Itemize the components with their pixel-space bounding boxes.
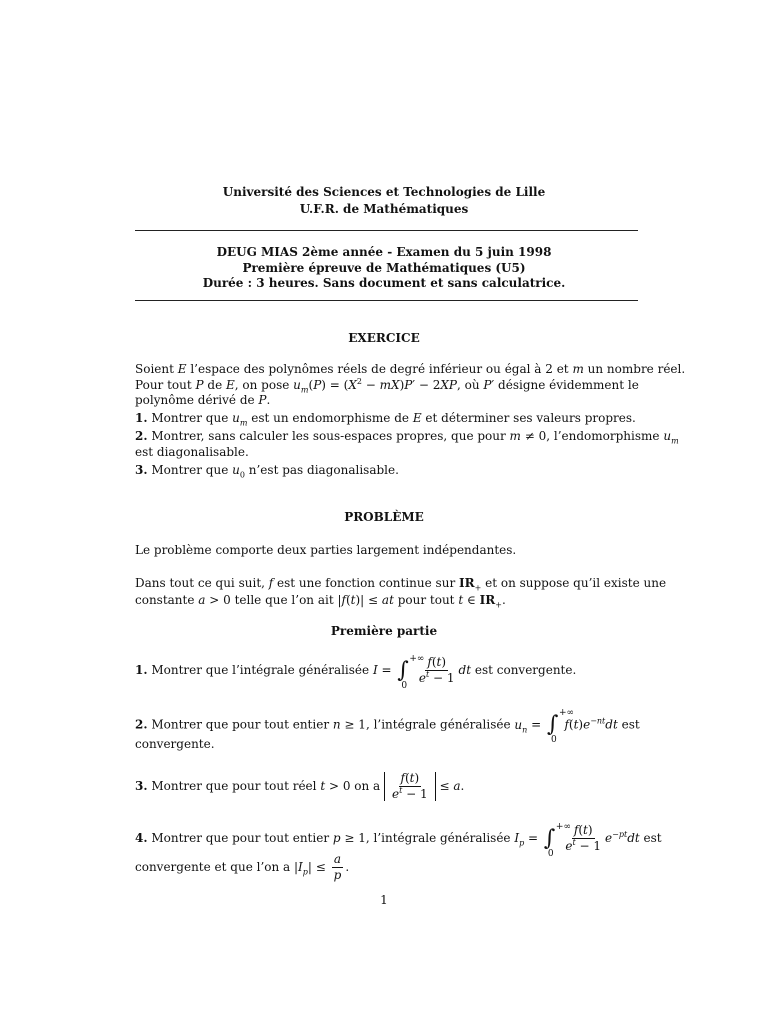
top-rule <box>135 230 638 231</box>
exercice-definition-line: Pour tout P de E, on pose $u_m(P) = (X^2 - mX)P' - 2XP$, où P′ désigne évidemment le <box>135 377 639 395</box>
probleme-hypothesis-line-2: constante a > 0 telle que l’on ait |f(t)| ≤ at pour tout t ∈ $IR_+$. <box>135 593 506 610</box>
probleme-intro: Le problème comporte deux parties largement indépendantes. <box>135 543 517 557</box>
bottom-rule <box>135 300 638 301</box>
university-name: Université des Sciences et Technologies de Lille <box>222 185 546 199</box>
exercice-intro-line: Soient E l’espace des polynômes réels de degré inférieur ou égal à 2 et m un nombre réel. <box>135 362 686 376</box>
probleme-heading: PROBLÈME <box>344 510 424 524</box>
exercice-heading: EXERCICE <box>348 331 420 345</box>
exercice-question-2: 2. Montrer, sans calculer les sous-espaces propres, que pour m ≠ 0, l’endomorphisme $u_m$ <box>135 429 679 446</box>
probleme-question-3: 3. Montrer que pour tout réel t > 0 on a $\frac{f(t)}{e^t - 1}$ ≤ a. <box>135 771 465 802</box>
exam-title: DEUG MIAS 2ème année - Examen du 5 juin 1998 <box>216 245 552 259</box>
exercice-question-3: 3. Montrer que $u_0$ n’est pas diagonalisable. <box>135 463 399 480</box>
exam-duration: Durée : 3 heures. Sans document et sans calculatrice. <box>202 276 566 290</box>
probleme-question-2-cont: convergente. <box>135 737 215 751</box>
exercice-question-1: 1. Montrer que $u_m$ est un endomorphisme de E et déterminer ses valeurs propres. <box>135 411 636 428</box>
exercice-question-2-cont: est diagonalisable. <box>135 445 249 459</box>
probleme-hypothesis-line-1: Dans tout ce qui suit, f est une fonction continue sur $IR_+$ et on suppose qu’il existe une <box>135 576 667 593</box>
exercice-derivative-line: polynôme dérivé de P. <box>135 393 271 407</box>
exam-subtitle: Première épreuve de Mathématiques (U5) <box>242 261 526 275</box>
probleme-question-1: 1. Montrer que l’intégrale généralisée I = ∫ +∞ 0 $\frac{f(t)}{e^t - 1}$ dt est convergente. <box>135 653 577 691</box>
department-name: U.F.R. de Mathématiques <box>299 202 469 216</box>
probleme-question-4-cont: convergente et que l’on a $|I_p|$ ≤ $\frac{a}{p}$ . <box>135 852 350 883</box>
probleme-question-4: 4. Montrer que pour tout entier p ≥ 1, l’intégrale généralisée $I_p$ = ∫ +∞ 0 $\frac{f(t)}{e^t - 1}$ $e^{-pt}dt$ est <box>135 821 662 859</box>
page-number: 1 <box>380 893 388 907</box>
probleme-question-2: 2. Montrer que pour tout entier n ≥ 1, l’intégrale généralisée $u_n$ = ∫ +∞ 0 $f(t)e^{-nt}dt$ est <box>135 708 640 745</box>
part-1-heading: Première partie <box>330 624 438 638</box>
